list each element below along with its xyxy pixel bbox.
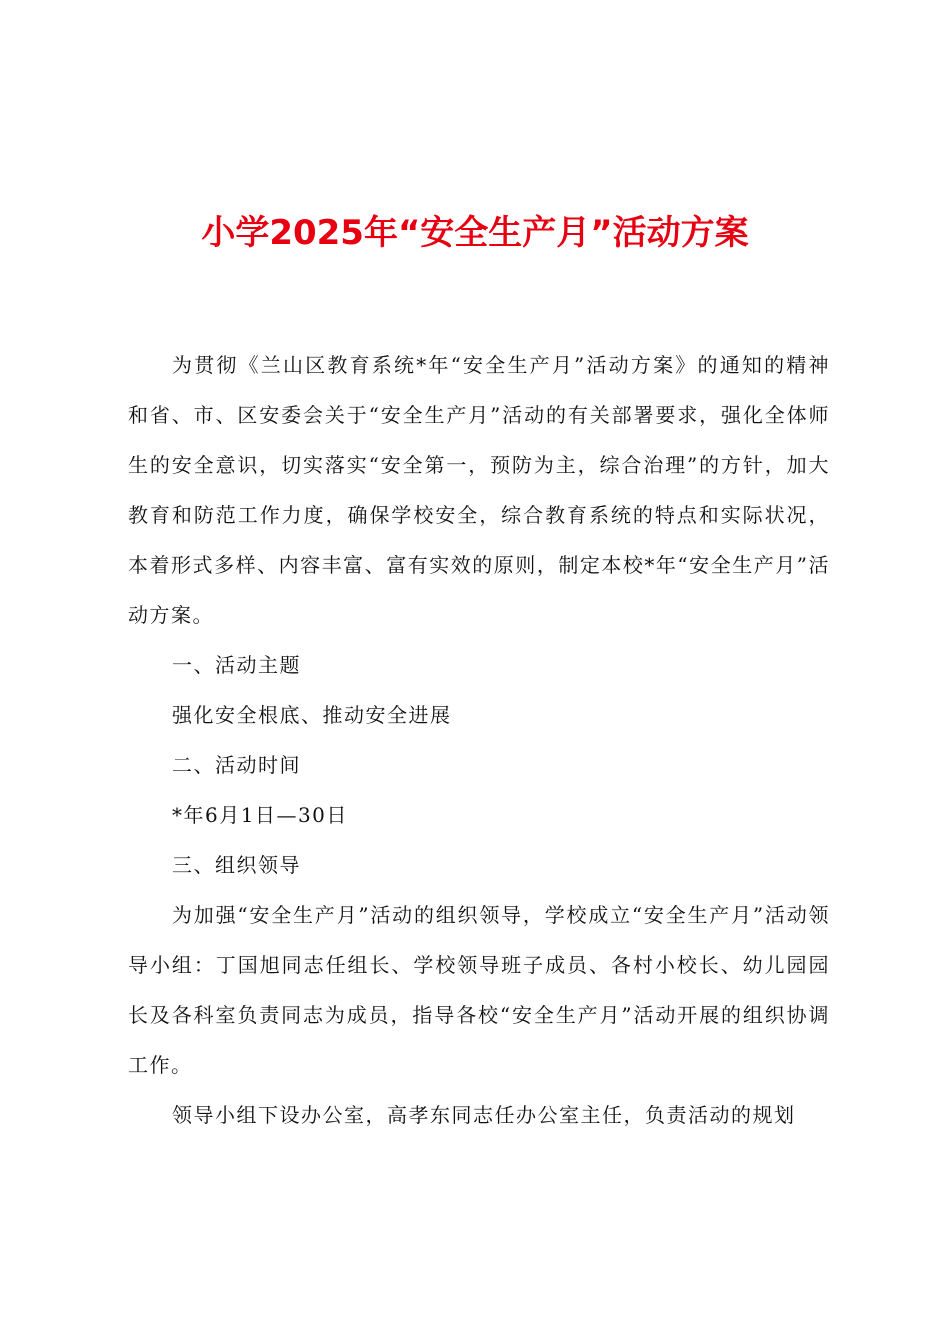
time-paragraph: *年6月1日—30日 — [172, 803, 348, 827]
section-heading-theme: 一、活动主题 — [172, 653, 301, 677]
document-title: 小学2025年“安全生产月”活动方案 — [201, 213, 749, 253]
intro-paragraph: 为贯彻《兰山区教育系统*年“安全生产月”活动方案》的通知的精神和省、市、区安委会关于“安全生产月”活动的有关部署要求，强化全体师生的安全意识，切实落实“安全第一，预防为主，综合治理”的方针，加大教育和防范工作力度，确保学校安全，综合教育系统的特点和实际状况，本着形式多样、内容丰富、富有实效的原则，制定本校*年“安全生产月”活动方案。 — [128, 353, 830, 627]
theme-paragraph: 强化安全根底、推动安全进展 — [172, 703, 452, 727]
section-heading-time: 二、活动时间 — [172, 753, 301, 777]
leadership-paragraph: 为加强“安全生产月”活动的组织领导，学校成立“安全生产月”活动领导小组：丁国旭同志任组长、学校领导班子成员、各村小校长、幼儿园园长及各科室负责同志为成员，指导各校“安全生产月”活动开展的组织协调工作。 — [128, 903, 830, 1077]
section-heading-leadership: 三、组织领导 — [172, 853, 301, 877]
office-paragraph: 领导小组下设办公室，高孝东同志任办公室主任，负责活动的规划 — [172, 1103, 796, 1127]
document-body — [128, 340, 830, 1140]
